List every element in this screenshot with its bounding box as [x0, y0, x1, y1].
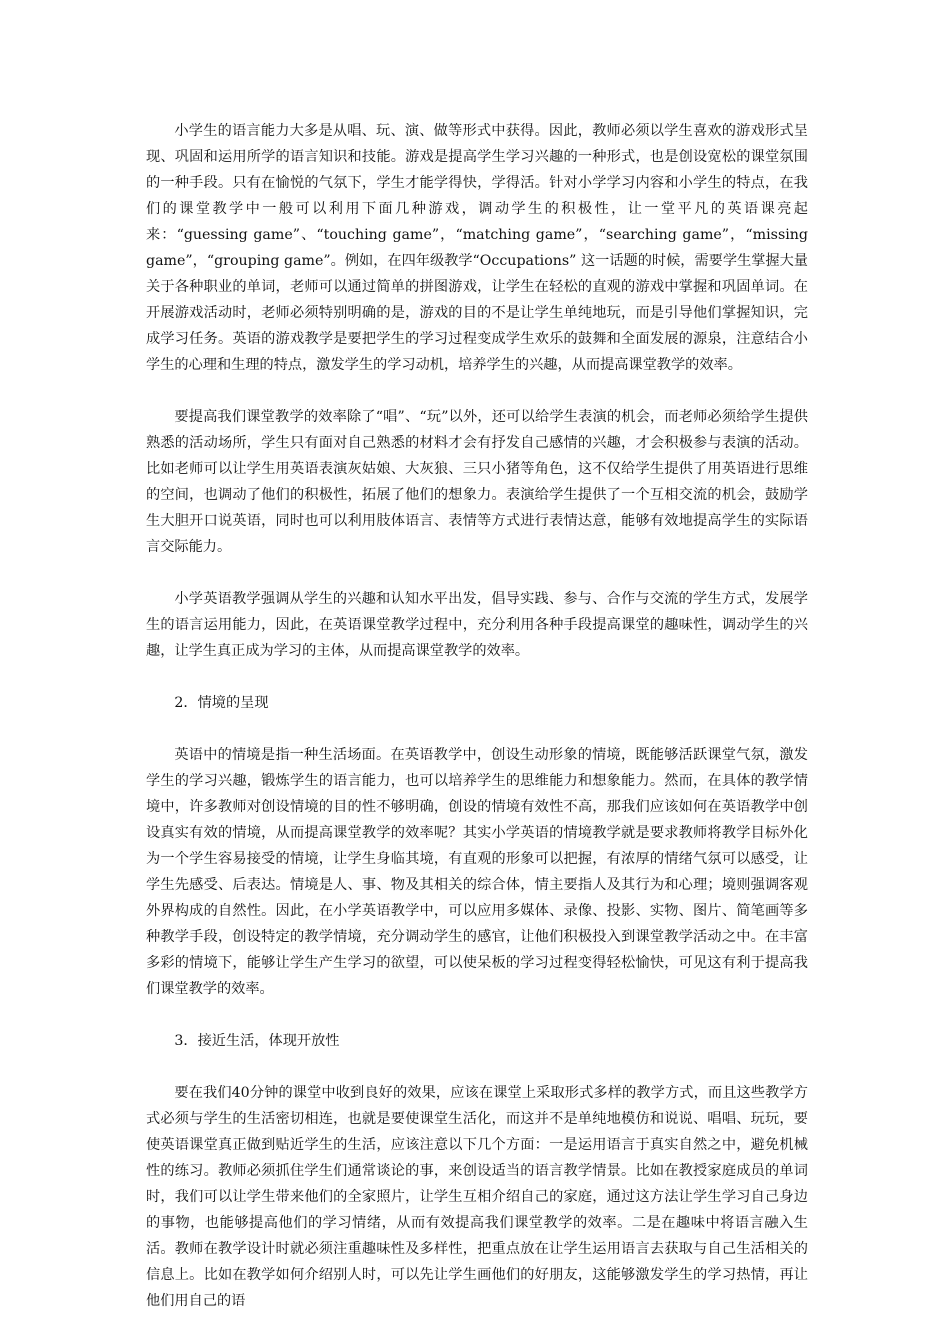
section-heading-life: 3．接近生活，体现开放性: [174, 1033, 340, 1049]
document-page: [146, 118, 808, 1314]
paragraph-situation: 英语中的情境是指一种生活场面。在英语教学中，创设生动形象的情境，既能够活跃课堂气氛，激发学生的学习兴趣，锻炼学生的语言能力，也可以培养学生的思维能力和想象能力。然而，在具体的教学情境中，许多教师对创设情境的目的性不够明确，创设的情境有效性不高，那我们应该如何在英语教学中创设真实有效的情境，从而提高课堂教学的效率呢？其实小学英语的情境教学就是要求教师将教学目标外化为一个学生容易接受的情境，让学生身临其境，有直观的形象可以把握，有浓厚的情绪气氛可以感受，让学生先感受、后表达。情境是人、事、物及其相关的综合体，情主要指人及其行为和心理；境则强调客观外界构成的自然性。因此，在小学英语教学中，可以应用多媒体、录像、投影、实物、图片、简笔画等多种教学手段，创设特定的教学情境，充分调动学生的感官，让他们积极投入到课堂教学活动之中。在丰富多彩的情境下，能够让学生产生学习的欲望，可以使呆板的学习过程变得轻松愉快，可见这有利于提高我们课堂教学的效率。: [146, 747, 808, 997]
paragraph-performance: 要提高我们课堂教学的效率除了“唱”、“玩”以外，还可以给学生表演的机会，而老师必须给学生提供熟悉的活动场所，学生只有面对自己熟悉的材料才会有抒发自己感情的兴趣，才会积极参与表演的活动。比如老师可以让学生用英语表演灰姑娘、大灰狼、三只小猪等角色，这不仅给学生提供了用英语进行思维的空间，也调动了他们的积极性，拓展了他们的想象力。表演给学生提供了一个互相交流的机会，鼓励学生大胆开口说英语，同时也可以利用肢体语言、表情等方式进行表情达意，能够有效地提高学生的实际语言交际能力。: [146, 409, 808, 555]
paragraph-games: 小学生的语言能力大多是从唱、玩、演、做等形式中获得。因此，教师必须以学生喜欢的游戏形式呈现、巩固和运用所学的语言知识和技能。游戏是提高学生学习兴趣的一种形式，也是创设宽松的课堂氛围的一种手段。只有在愉悦的气氛下，学生才能学得快，学得活。针对小学学习内容和小学生的特点，在我们的课堂教学中一般可以利用下面几种游戏，调动学生的积极性，让一堂平凡的英语课亮起来：“guessing game”、“touching game”，“matching game”，“searching game”，“missing game”，“grouping game”。例如，在四年级教学“Occupations” 这一话题的时候，需要学生掌握大量关于各种职业的单词，老师可以通过简单的拼图游戏，让学生在轻松的直观的游戏中掌握和巩固单词。在开展游戏活动时，老师必须特别明确的是，游戏的目的不是让学生单纯地玩，而是引导他们掌握知识，完成学习任务。英语的游戏教学是要把学生的学习过程变成学生欢乐的鼓舞和全面发展的源泉，注意结合小学生的心理和生理的特点，激发学生的学习动机，培养学生的兴趣，从而提高课堂教学的效率。: [146, 123, 808, 373]
section-heading-situation: 2．情境的呈现: [174, 695, 269, 711]
paragraph-life: 要在我们40分钟的课堂中收到良好的效果，应该在课堂上采取形式多样的教学方式，而且这些教学方式必须与学生的生活密切相连，也就是要使课堂生活化，而这并不是单纯地模仿和说说、唱唱、玩玩，要使英语课堂真正做到贴近学生的生活，应该注意以下几个方面：一是运用语言于真实自然之中，避免机械性的练习。教师必须抓住学生们通常谈论的事，来创设适当的语言教学情景。比如在教授家庭成员的单词时，我们可以让学生带来他们的全家照片，让学生互相介绍自己的家庭，通过这方法让学生学习自己身边的事物，也能够提高他们的学习情绪，从而有效提高我们课堂教学的效率。二是在趣味中将语言融入生活。教师在教学设计时就必须注重趣味性及多样性，把重点放在让学生运用语言去获取与自己生活相关的信息上。比如在教学如何介绍别人时，可以先让学生画他们的好朋友，这能够激发学生的学习热情，再让他们用自己的语: [146, 1085, 808, 1309]
paragraph-interest: 小学英语教学强调从学生的兴趣和认知水平出发，倡导实践、参与、合作与交流的学生方式，发展学生的语言运用能力，因此，在英语课堂教学过程中，充分利用各种手段提高课堂的趣味性，调动学生的兴趣，让学生真正成为学习的主体，从而提高课堂教学的效率。: [146, 591, 808, 659]
